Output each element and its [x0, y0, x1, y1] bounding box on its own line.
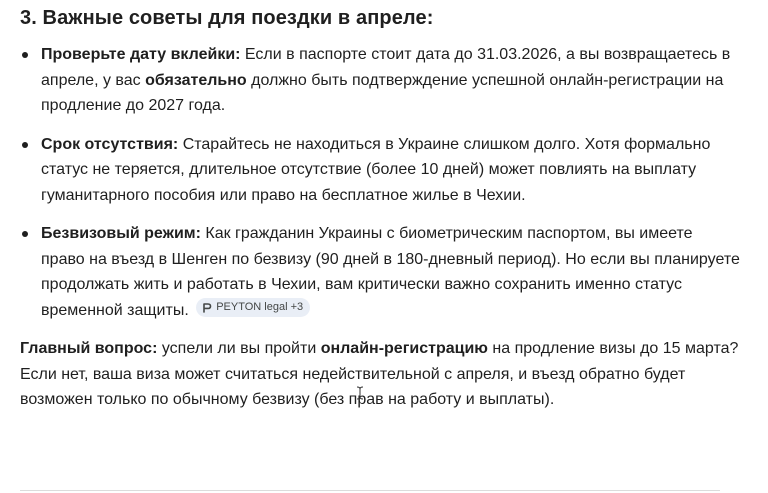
source-chip[interactable]: [196, 298, 310, 317]
tip-title: Проверьте дату вклейки:: [41, 46, 241, 63]
section-heading: 3. Важные советы для поездки в апреле:: [20, 7, 434, 29]
tip-text: Если в паспорте стоит дата до 31.03.2026, а вы возвращаетесь в апреле, у вас: [41, 46, 731, 89]
bullet-icon: [22, 142, 28, 148]
question-emphasis: онлайн-регистрацию: [320, 340, 488, 357]
text-cursor-icon: [356, 386, 364, 400]
tip-title: Безвизовый режим:: [41, 225, 201, 242]
response-content: [20, 4, 740, 413]
source-chip-label: PEYTON legal +3: [216, 301, 304, 313]
question-text: на продление визы до 15 марта? Если нет, ваша виза может считаться недействительной с апреля, и въезд обратно будет возможен только по обычному безвизу (без прав на работу и выплаты).: [20, 340, 739, 408]
question-label: Главный вопрос:: [20, 340, 158, 357]
tips-list: [20, 42, 740, 323]
bullet-icon: [22, 231, 28, 237]
link-source-icon: [202, 303, 212, 313]
list-item: [20, 132, 740, 209]
tip-text: Как гражданин Украины с биометрическим паспортом, вы имеете право на въезд в Шенген по безвизу (90 дней в 180-дневный период). Но если вы планируете продолжать жить и работать в Чехии, вам критически важно сохранить именно статус временной защиты.: [41, 225, 740, 319]
list-item: [20, 221, 740, 323]
bullet-icon: [22, 52, 28, 58]
tip-text: должно быть подтверждение успешной онлайн-регистрации на продление до 2027 года.: [41, 71, 724, 114]
question-text: успели ли вы пройти: [157, 340, 321, 357]
list-item: [20, 42, 740, 119]
tip-text: Старайтесь не находиться в Украине слишком долго. Хотя формально статус не теряется, длительное отсутствие (более 10 дней) может повлиять на выплату гуманитарного пособия или право на бесплатное жилье в Чехии.: [41, 135, 711, 204]
divider: [20, 490, 720, 491]
main-question: [20, 336, 740, 413]
tip-title: Срок отсутствия:: [41, 135, 179, 153]
tip-emphasis: обязательно: [145, 71, 247, 89]
